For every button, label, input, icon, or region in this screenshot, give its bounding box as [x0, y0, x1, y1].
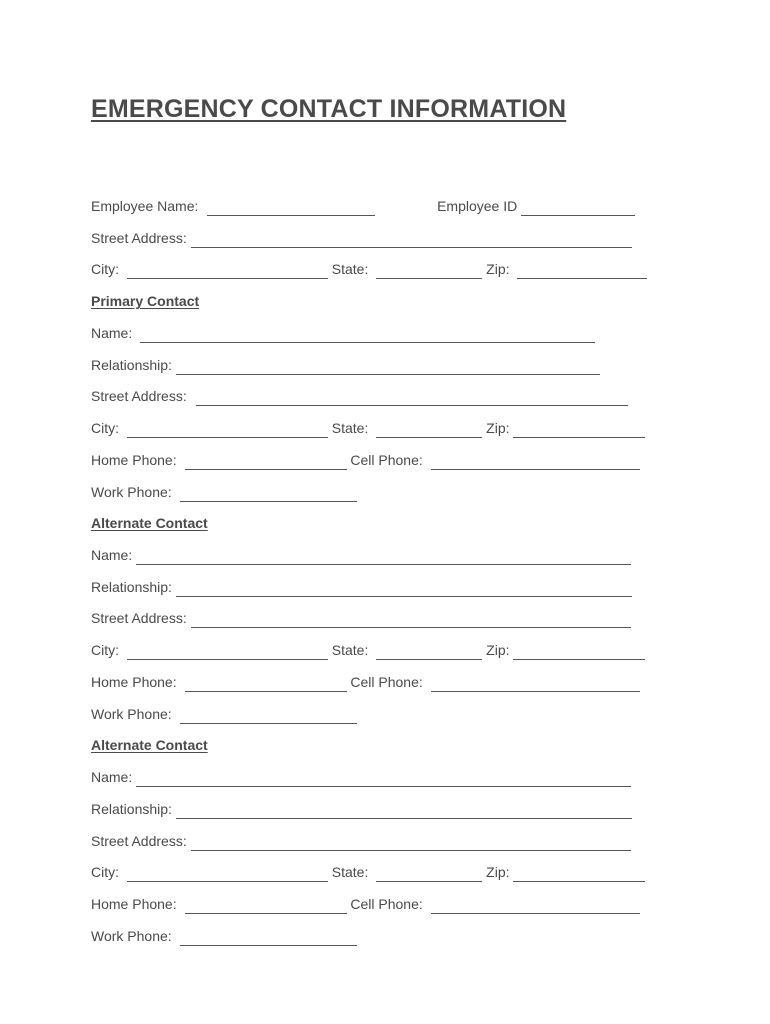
employee-city-field[interactable] — [127, 263, 328, 279]
alt2-phone-row — [91, 894, 640, 914]
employee-name-label: Employee Name: — [91, 198, 199, 214]
alt1-relationship-row — [91, 577, 632, 597]
primary-relationship-field[interactable] — [176, 359, 600, 375]
alt1-zip-field[interactable] — [513, 644, 645, 660]
alt1-cell-phone-field[interactable] — [431, 676, 640, 692]
primary-relationship-label: Relationship: — [91, 357, 172, 373]
alt2-name-row — [91, 767, 631, 787]
alt2-relationship-label: Relationship: — [91, 801, 172, 817]
primary-state-label: State: — [331, 420, 369, 436]
alt2-work-phone-row — [91, 926, 357, 946]
primary-zip-label: Zip: — [486, 420, 510, 436]
alt1-name-field[interactable] — [136, 549, 631, 565]
primary-name-field[interactable] — [140, 327, 595, 343]
page-title: EMERGENCY CONTACT INFORMATION — [91, 95, 567, 123]
primary-home-phone-label: Home Phone: — [91, 452, 177, 468]
primary-street-row — [91, 386, 628, 406]
alt1-city-field[interactable] — [127, 644, 328, 660]
employee-name-field[interactable] — [207, 200, 375, 216]
alt1-name-label: Name: — [91, 547, 133, 563]
primary-zip-field[interactable] — [513, 422, 645, 438]
primary-work-phone-field[interactable] — [180, 486, 357, 502]
alt2-home-phone-field[interactable] — [185, 898, 347, 914]
employee-zip-field[interactable] — [517, 263, 647, 279]
employee-street-row — [91, 228, 632, 248]
alt1-city-label: City: — [91, 642, 119, 658]
alt1-home-phone-field[interactable] — [185, 676, 347, 692]
employee-street-field[interactable] — [191, 232, 632, 248]
employee-name-row — [91, 196, 635, 216]
primary-cell-phone-label: Cell Phone: — [350, 452, 423, 468]
alt1-street-field[interactable] — [191, 612, 631, 628]
alt1-zip-label: Zip: — [486, 642, 510, 658]
alt2-cell-phone-field[interactable] — [431, 898, 640, 914]
alt1-state-field[interactable] — [376, 644, 482, 660]
alt1-cell-phone-label: Cell Phone: — [350, 674, 423, 690]
alt1-state-label: State: — [331, 642, 369, 658]
primary-city-label: City: — [91, 420, 119, 436]
employee-city-row — [91, 259, 647, 279]
employee-zip-label: Zip: — [486, 261, 510, 277]
primary-cell-phone-field[interactable] — [431, 454, 640, 470]
employee-state-field[interactable] — [376, 263, 482, 279]
alt2-work-phone-field[interactable] — [180, 930, 357, 946]
alt2-state-field[interactable] — [376, 866, 482, 882]
alt1-phone-row — [91, 672, 640, 692]
alt1-street-label: Street Address: — [91, 610, 187, 626]
employee-id-field[interactable] — [521, 200, 635, 216]
primary-phone-row — [91, 450, 640, 470]
primary-name-label: Name: — [91, 325, 133, 341]
alt1-work-phone-field[interactable] — [180, 708, 357, 724]
primary-home-phone-field[interactable] — [185, 454, 347, 470]
alt2-zip-field[interactable] — [513, 866, 645, 882]
alt2-name-label: Name: — [91, 769, 133, 785]
primary-relationship-row — [91, 355, 600, 375]
primary-name-row — [91, 323, 595, 343]
primary-city-field[interactable] — [127, 422, 328, 438]
alt2-work-phone-label: Work Phone: — [91, 928, 172, 944]
alt1-work-phone-label: Work Phone: — [91, 706, 172, 722]
alt2-cell-phone-label: Cell Phone: — [350, 896, 423, 912]
alt1-home-phone-label: Home Phone: — [91, 674, 177, 690]
alt1-street-row — [91, 608, 631, 628]
alternate-contact-2-heading: Alternate Contact — [91, 737, 208, 753]
primary-state-field[interactable] — [376, 422, 482, 438]
alternate-contact-1-heading: Alternate Contact — [91, 515, 208, 531]
alt2-zip-label: Zip: — [486, 864, 510, 880]
alt1-relationship-label: Relationship: — [91, 579, 172, 595]
employee-street-label: Street Address: — [91, 230, 187, 246]
alt1-relationship-field[interactable] — [176, 581, 632, 597]
alt1-work-phone-row — [91, 704, 357, 724]
alt2-street-field[interactable] — [191, 835, 631, 851]
alt2-city-row — [91, 862, 645, 882]
alt1-city-row — [91, 640, 645, 660]
primary-street-label: Street Address: — [91, 388, 187, 404]
primary-city-row — [91, 418, 645, 438]
alt1-name-row — [91, 545, 631, 565]
primary-contact-heading: Primary Contact — [91, 293, 200, 309]
alt2-name-field[interactable] — [136, 771, 631, 787]
alt2-home-phone-label: Home Phone: — [91, 896, 177, 912]
employee-state-label: State: — [331, 261, 369, 277]
alt2-relationship-field[interactable] — [176, 803, 632, 819]
alt2-street-row — [91, 831, 631, 851]
alt2-city-label: City: — [91, 864, 119, 880]
alt2-state-label: State: — [331, 864, 369, 880]
employee-city-label: City: — [91, 261, 119, 277]
alt2-relationship-row — [91, 799, 632, 819]
primary-work-phone-row — [91, 482, 357, 502]
primary-work-phone-label: Work Phone: — [91, 484, 172, 500]
alt2-city-field[interactable] — [127, 866, 328, 882]
employee-id-label: Employee ID — [437, 198, 518, 214]
alt2-street-label: Street Address: — [91, 833, 187, 849]
primary-street-field[interactable] — [196, 390, 628, 406]
